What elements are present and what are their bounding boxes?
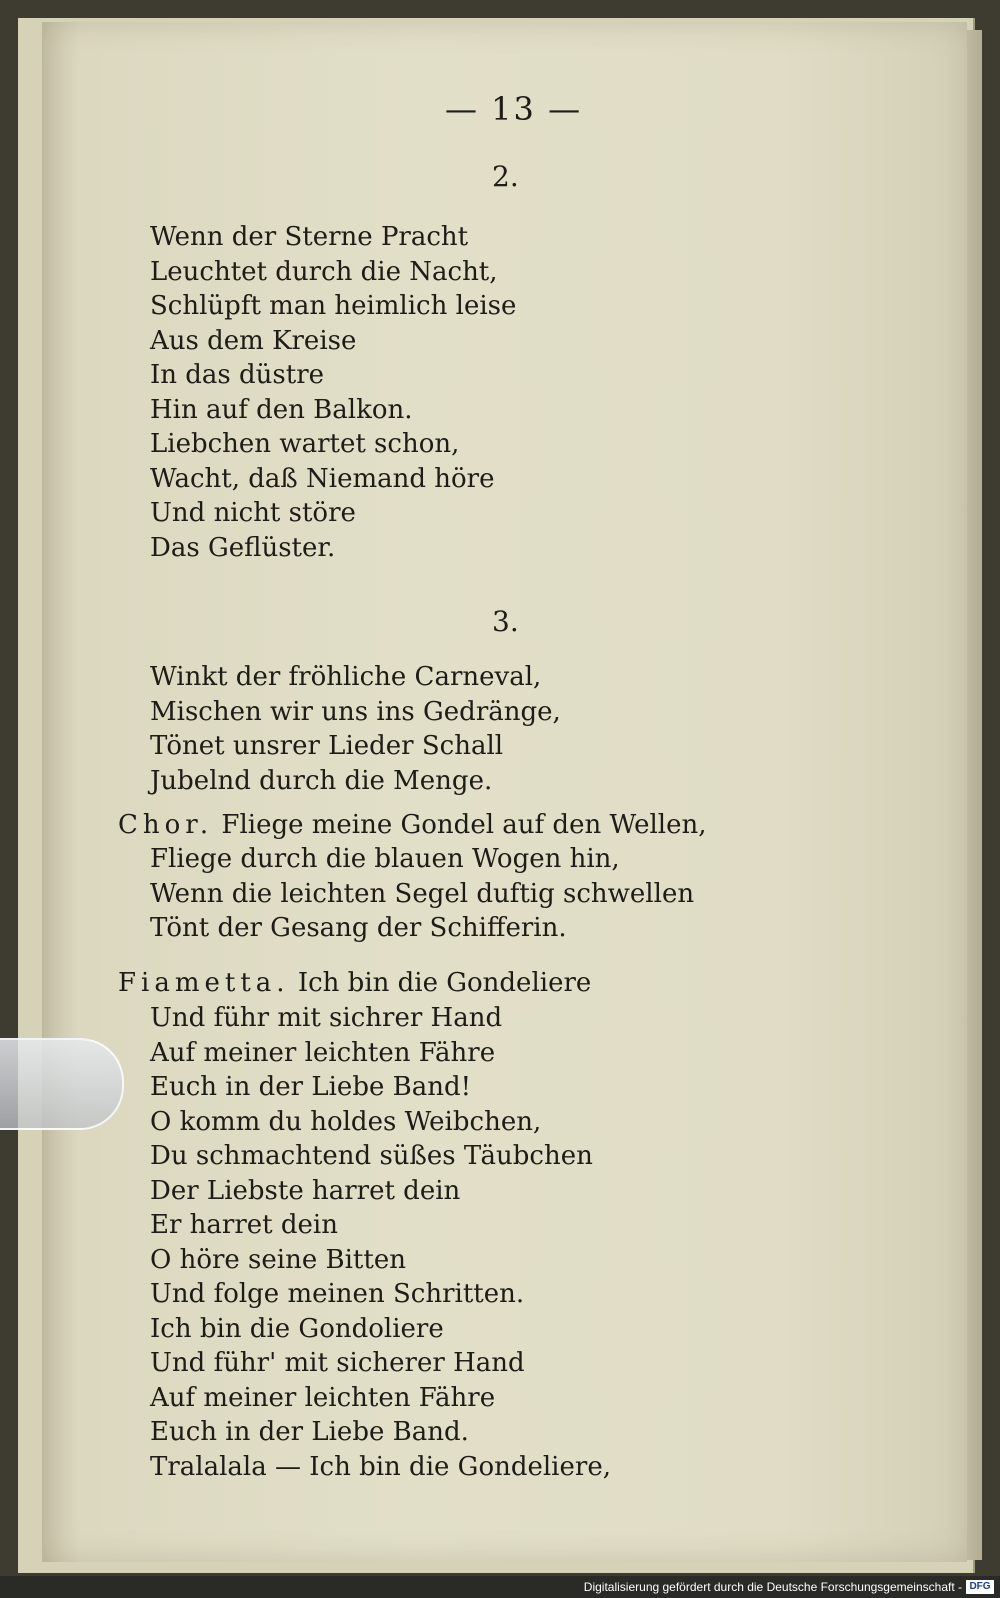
speaker-name: Fiametta. [118, 968, 290, 998]
stanza-3 [150, 660, 561, 798]
fiametta-heading-line [118, 966, 591, 1001]
verse-line: Leuchtet durch die Nacht, [150, 256, 498, 287]
verse-line: Du schmachtend süßes Täubchen [150, 1141, 593, 1171]
speaker-name: Chor. [118, 810, 214, 840]
verse-line: Auf meiner leichten Fähre [150, 1382, 496, 1413]
verse-line: O komm du holdes Weibchen, [150, 1106, 542, 1137]
page-clip [0, 1038, 124, 1130]
fiametta-verse [150, 1001, 611, 1519]
verse-line: Fliege durch die blauen Wogen hin, [150, 844, 620, 874]
verse-line: Aus dem Kreise [150, 325, 357, 356]
verse-line: Und führ' mit sicherer Hand [150, 1348, 525, 1378]
verse-line: Jubelnd durch die Menge. [150, 765, 493, 796]
verse-line: Schlüpft man heimlich leise [150, 291, 517, 321]
stanza-2-number: 2. [492, 160, 519, 193]
verse-line: Hin auf den Balkon. [150, 394, 413, 425]
verse-line: Das Geflüster. [150, 532, 336, 563]
verse-line: Auf meiner leichten Fähre [150, 1037, 496, 1068]
page-number: — 13 — [445, 90, 583, 128]
verse-line: Wacht, daß Niemand höre [150, 463, 495, 494]
chor-heading-line [118, 808, 706, 843]
verse-line [150, 1484, 611, 1519]
verse-line: Tönt der Gesang der Schifferin. [150, 913, 567, 943]
verse-line: Liebchen wartet schon, [150, 429, 460, 459]
verse-line: Wenn die leichten Segel duftig schwellen [150, 878, 695, 909]
verse-line: Euch in der Liebe Band. [150, 1417, 469, 1447]
verse-line: Winkt der fröhliche Carneval, [150, 662, 542, 692]
verse-line: Ich bin die Gondoliere [150, 1313, 444, 1344]
verse-line: Der Liebste harret dein [150, 1175, 461, 1206]
verse-line: Tönet unsrer Lieder Schall [150, 731, 504, 761]
verse-line: O höre seine Bitten [150, 1244, 406, 1275]
chor-verse [150, 842, 694, 946]
dfg-logo: DFG [966, 1580, 994, 1594]
verse-line: Und folge meinen Schritten. [150, 1279, 525, 1309]
verse-line: Und führ mit sichrer Hand [150, 1003, 503, 1033]
verse-line: Ich bin die Gondeliere [297, 968, 592, 998]
funding-credit: Digitalisierung gefördert durch die Deutsche Forschungsgemeinschaft - [583, 1580, 962, 1594]
verse-line: Mischen wir uns ins Gedränge, [150, 696, 561, 727]
verse-line: Er harret dein [150, 1210, 338, 1240]
verse-line: Und nicht störe [150, 498, 356, 528]
verse-line: In das düstre [150, 360, 325, 390]
verse-line: Wenn der Sterne Pracht [150, 222, 469, 252]
stanza-3-number: 3. [492, 605, 519, 638]
verse-line: Euch in der Liebe Band! [150, 1072, 472, 1102]
verse-line: Tralalala — Ich bin die Gondeliere, [150, 1451, 611, 1482]
stanza-2 [150, 220, 516, 565]
verse-line: Fliege meine Gondel auf den Wellen, [221, 810, 707, 840]
